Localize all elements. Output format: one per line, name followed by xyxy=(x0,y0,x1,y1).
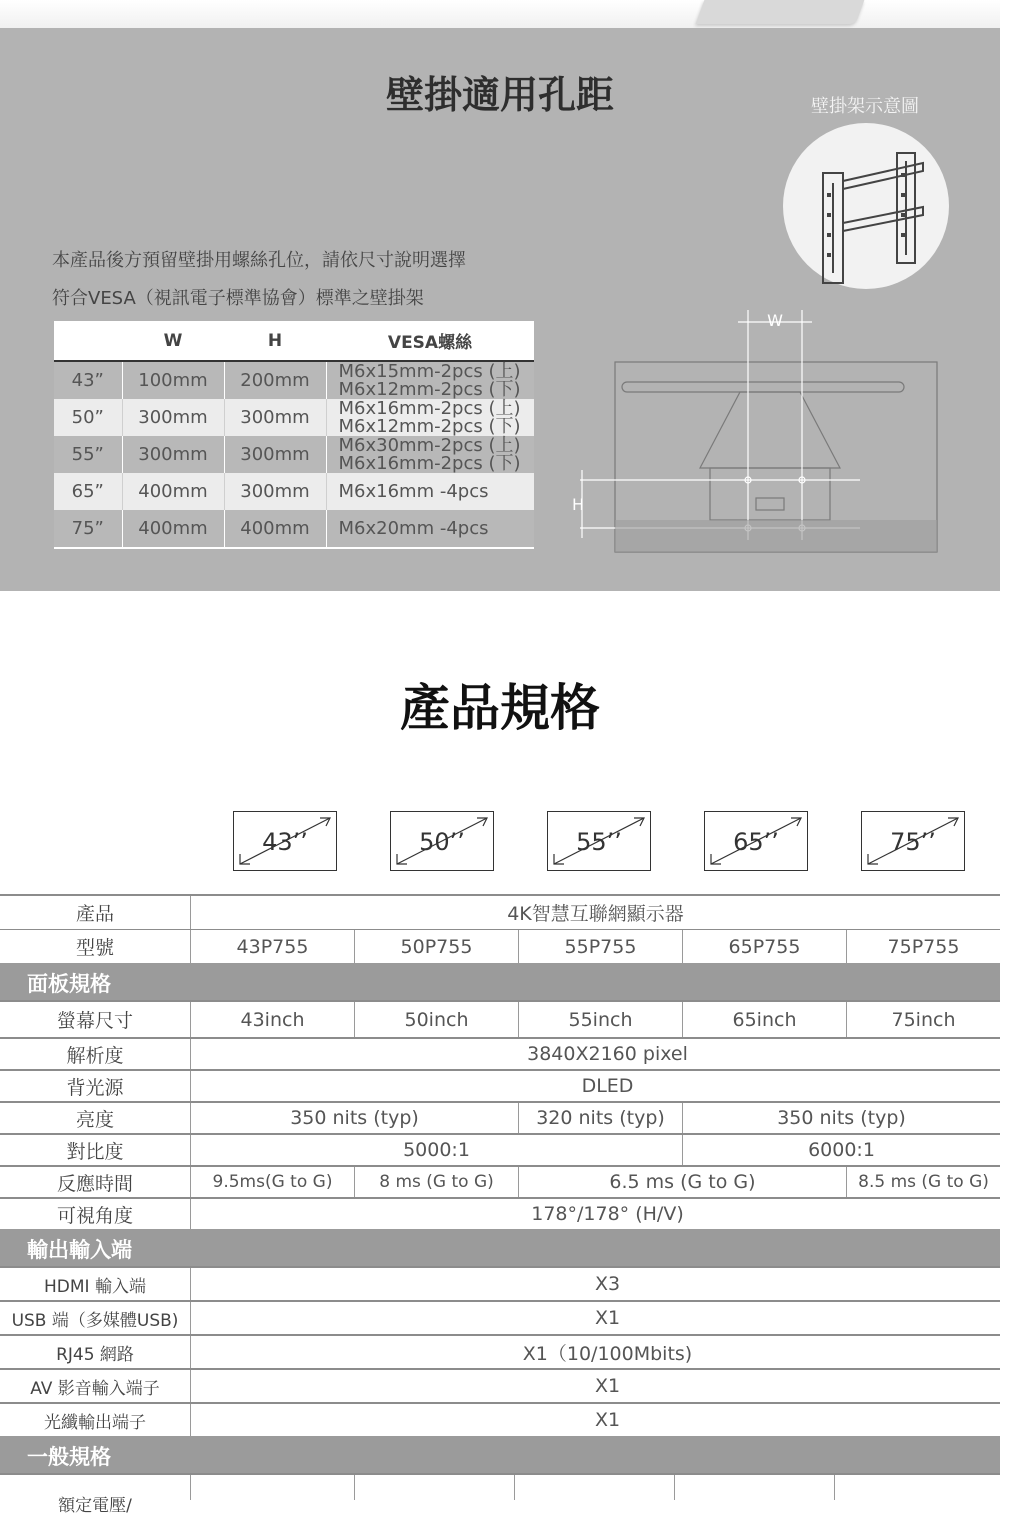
table-row xyxy=(54,510,534,548)
row-label-model: 型號 xyxy=(75,937,114,959)
table-row xyxy=(0,1002,1000,1037)
diagram-w-label: W xyxy=(767,311,783,330)
size-badge-43 xyxy=(233,811,337,871)
size-badge-label: 75’’ xyxy=(890,828,936,856)
vesa-screw-bottom: M6x12mm-2pcs (下) xyxy=(338,378,521,400)
vesa-w: 100mm xyxy=(122,361,224,399)
vesa-screw xyxy=(326,361,534,399)
response-value: 8 ms (G to G) xyxy=(379,1172,494,1192)
table-row xyxy=(0,1404,1000,1436)
vesa-size: 65” xyxy=(54,473,122,510)
section-title: 面板規格 xyxy=(27,972,111,996)
bracket-illustration xyxy=(783,123,949,289)
wall-mount-description-line1: 本產品後方預留壁掛用螺絲孔位，請依尺寸說明選擇 xyxy=(52,250,466,271)
vesa-h: 200mm xyxy=(224,361,326,399)
model-55: 55P755 xyxy=(564,935,637,958)
vesa-size: 43” xyxy=(54,361,122,399)
table-row xyxy=(0,1167,1000,1197)
screen-size-value: 43inch xyxy=(240,1008,305,1031)
model-43: 43P755 xyxy=(236,935,309,958)
size-badge-50 xyxy=(390,811,494,871)
row-label-optical: 光纖輸出端子 xyxy=(44,1412,146,1433)
vesa-screw xyxy=(326,399,534,436)
hdmi-value: X3 xyxy=(594,1273,621,1295)
vesa-header-size xyxy=(54,321,122,361)
screen-size-value: 75inch xyxy=(891,1008,956,1031)
wall-bracket-icon xyxy=(783,123,949,289)
model-50: 50P755 xyxy=(400,935,473,958)
response-value: 8.5 ms (G to G) xyxy=(858,1172,989,1192)
response-value: 6.5 ms (G to G) xyxy=(609,1171,756,1193)
table-row xyxy=(0,1199,1000,1229)
vesa-screw-top: M6x16mm-2pcs (上) xyxy=(338,397,521,419)
table-row xyxy=(0,1071,1000,1101)
table-row xyxy=(0,896,1000,929)
vesa-size: 55” xyxy=(54,436,122,473)
divider xyxy=(190,1475,191,1500)
model-65: 65P755 xyxy=(728,935,801,958)
usb-value: X1 xyxy=(594,1307,621,1329)
row-label-response: 反應時間 xyxy=(56,1172,133,1195)
size-badge-label: 43’’ xyxy=(262,828,308,856)
row-label-rj45: RJ45 網路 xyxy=(56,1344,134,1365)
wall-mount-description-line2: 符合VESA（視訊電子標準協會）標準之壁掛架 xyxy=(52,288,424,309)
size-badge-label: 65’’ xyxy=(733,828,779,856)
vesa-size: 75” xyxy=(54,510,122,548)
av-value: X1 xyxy=(594,1375,621,1397)
table-row xyxy=(54,473,534,510)
size-badge-55 xyxy=(547,811,651,871)
row-label-contrast: 對比度 xyxy=(66,1140,124,1163)
table-row xyxy=(0,1302,1000,1334)
brightness-value: 320 nits (typ) xyxy=(536,1107,665,1129)
table-row xyxy=(0,1103,1000,1133)
divider xyxy=(514,1475,515,1500)
vesa-table-header xyxy=(54,321,534,361)
divider xyxy=(834,1475,835,1500)
screen-size-value: 55inch xyxy=(568,1008,633,1031)
resolution-value: 3840X2160 pixel xyxy=(527,1043,688,1065)
divider xyxy=(674,1475,675,1500)
vesa-w: 400mm xyxy=(122,473,224,510)
divider xyxy=(354,1475,355,1500)
row-label-brightness: 亮度 xyxy=(75,1108,114,1131)
brightness-value: 350 nits (typ) xyxy=(290,1107,419,1129)
bracket-caption: 壁掛架示意圖 xyxy=(811,96,919,117)
table-row xyxy=(0,1268,1000,1300)
table-row xyxy=(54,399,534,436)
spec-title: 產品規格 xyxy=(400,679,600,737)
table-row xyxy=(54,361,534,399)
vesa-screw-bottom: M6x12mm-2pcs (下) xyxy=(338,415,521,437)
section-title: 一般規格 xyxy=(27,1445,111,1469)
vesa-size: 50” xyxy=(54,399,122,436)
row-label-resolution: 解析度 xyxy=(66,1044,124,1067)
response-value: 9.5ms(G to G) xyxy=(212,1172,333,1192)
vesa-header-w: W xyxy=(122,321,224,361)
vesa-w: 400mm xyxy=(122,510,224,548)
row-label-hdmi: HDMI 輸入端 xyxy=(44,1276,146,1297)
section-header-panel xyxy=(0,963,1000,1000)
section-header-general xyxy=(0,1436,1000,1473)
size-badge-65 xyxy=(704,811,808,871)
rj45-value: X1（10/100Mbits) xyxy=(522,1342,693,1365)
vesa-w: 300mm xyxy=(122,436,224,473)
vesa-w: 300mm xyxy=(122,399,224,436)
row-label-usb: USB 端（多媒體USB) xyxy=(11,1310,179,1331)
vesa-header-screw: VESA螺絲 xyxy=(326,321,534,361)
tv-back-diagram xyxy=(560,300,960,570)
vesa-screw: M6x20mm -4pcs xyxy=(326,510,534,548)
row-label-rated-voltage: 額定電壓/ xyxy=(58,1496,132,1516)
vesa-screw-top: M6x30mm-2pcs (上) xyxy=(338,434,521,456)
vesa-h: 300mm xyxy=(224,473,326,510)
table-row xyxy=(0,1135,1000,1165)
row-label-product: 產品 xyxy=(75,903,114,925)
size-badge-label: 55’’ xyxy=(576,828,622,856)
vesa-header-h: H xyxy=(224,321,326,361)
vesa-screw-top: M6x15mm-2pcs (上) xyxy=(338,360,521,382)
vesa-screw: M6x16mm -4pcs xyxy=(326,473,534,510)
contrast-value: 6000:1 xyxy=(808,1139,875,1161)
vesa-h: 400mm xyxy=(224,510,326,548)
table-row xyxy=(0,1336,1000,1368)
vesa-screw-bottom: M6x16mm-2pcs (下) xyxy=(338,452,521,474)
wall-mount-title: 壁掛適用孔距 xyxy=(385,73,614,117)
screen-size-value: 65inch xyxy=(732,1008,797,1031)
model-75: 75P755 xyxy=(887,935,960,958)
screen-size-value: 50inch xyxy=(404,1008,469,1031)
table-row xyxy=(0,930,1000,963)
row-label-backlight: 背光源 xyxy=(66,1076,124,1099)
row-label-av: AV 影音輸入端子 xyxy=(30,1378,160,1399)
brightness-value: 350 nits (typ) xyxy=(777,1107,906,1129)
section-title: 輸出輸入端 xyxy=(27,1238,132,1262)
table-row xyxy=(0,1370,1000,1402)
table-row xyxy=(0,1475,1000,1516)
size-badge-75 xyxy=(861,811,965,871)
vesa-screw xyxy=(326,436,534,473)
vesa-h: 300mm xyxy=(224,436,326,473)
table-row xyxy=(54,436,534,473)
vesa-h: 300mm xyxy=(224,399,326,436)
optical-value: X1 xyxy=(594,1409,621,1431)
backlight-value: DLED xyxy=(581,1075,634,1097)
row-label-viewing-angle: 可視角度 xyxy=(56,1204,133,1227)
diagram-h-label: H xyxy=(571,495,585,514)
section-header-io xyxy=(0,1229,1000,1266)
product-image-edge xyxy=(696,0,865,24)
table-row xyxy=(0,1039,1000,1069)
product-value: 4K智慧互聯網顯示器 xyxy=(507,903,684,925)
row-label-screen-size: 螢幕尺寸 xyxy=(56,1010,133,1032)
size-badge-label: 50’’ xyxy=(419,828,465,856)
vesa-table xyxy=(54,321,534,549)
viewing-angle-value: 178°/178° (H/V) xyxy=(531,1203,684,1225)
contrast-value: 5000:1 xyxy=(403,1139,470,1161)
